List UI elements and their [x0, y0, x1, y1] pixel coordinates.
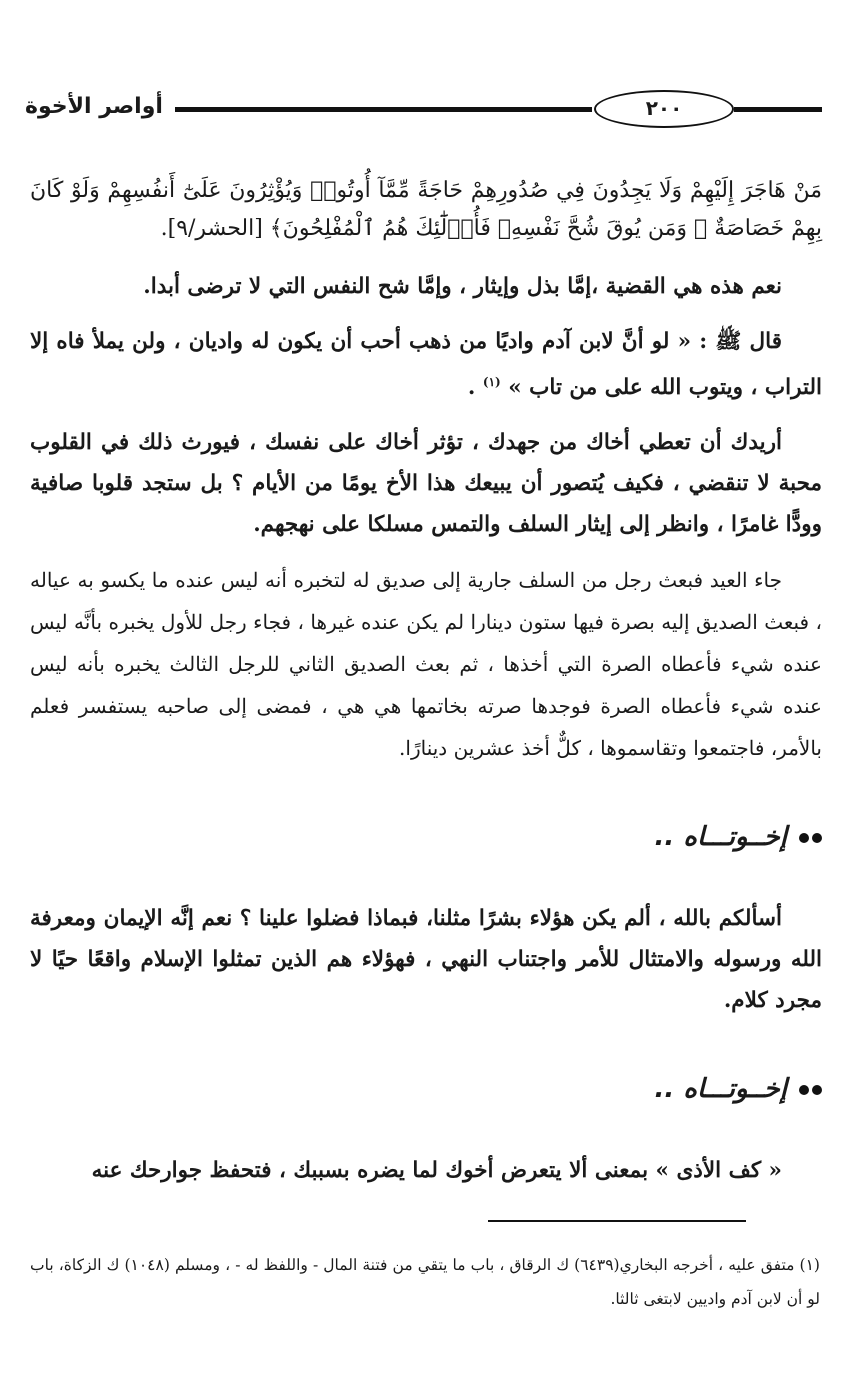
bullet-icon [812, 1085, 822, 1095]
story-paragraph: جاء العيد فبعث رجل من السلف جارية إلى صديق له لتخبره أنه ليس عنده ما يكسو به عياله ، فبعث الصديق إليه بصرة فيها ستون دينارا لم يكن عنده غيرها ، فجاء رجل للأول يخبره بأنَّه ليس عنده شيء فأعطاه الصرة التي أخذها ، ثم بعث الصديق الثاني للرجل الثالث يخبره بأنه ليس عنده شيء فأعطاه الصرة فوجدها صرته بخاتمها هي هي ، فمضى إلى صاحبه يستفسر فعلم بالأمر، فاجتمعوا وتقاسموها ، كلٌّ أخذ عشرين دينارًا. [30, 568, 822, 761]
running-title: أواصر الأخوة [25, 94, 163, 119]
page-number: ٢٠٠ [594, 90, 734, 128]
section-heading [30, 817, 822, 858]
footnote-separator [488, 1220, 746, 1222]
paragraph: « كف الأذى » بمعنى ألا يتعرض أخوك لما يضره بسببك ، فتحفظ جوارحك عنه [91, 1158, 782, 1184]
hadith-text: قال ﷺ : « لو أنَّ لابن آدم واديًا من ذهب أحب أن يكون له واديان ، ولن يملأ فاه إلا التراب ، ويتوب الله على من تاب » [30, 329, 822, 401]
quran-verse: مَنْ هَاجَرَ إِلَيْهِمْ وَلَا يَجِدُونَ فِي صُدُورِهِمْ حَاجَةً مِّمَّآ أُوتُوا۟ وَيُؤْثِرُونَ عَلَىٰٓ أَنفُسِهِمْ وَلَوْ كَانَ بِهِمْ خَصَاصَةٌ ۚ وَمَن يُوقَ شُحَّ نَفْسِهِۦ فَأُو۟لَٰٓئِكَ هُمُ ٱلْمُفْلِحُونَ﴾ [الحشر/٩]. [30, 178, 822, 241]
paragraph: أسألكم بالله ، ألم يكن هؤلاء بشرًا مثلنا، فبماذا فضلوا علينا ؟ نعم إنَّه الإيمان ومعرفة الله ورسوله والامتثال للأمر واجتناب النهي ، فهؤلاء هم الذين تمثلوا الإسلام واقعًا حيًا لا مجرد كلام. [30, 906, 822, 1014]
hadith-paragraph: قال ﷺ : « لو أنَّ لابن آدم واديًا من ذهب أحب أن يكون له واديان ، ولن يملأ فاه إلا التراب ، ويتوب الله على من تاب » $^{(١)}$ . [30, 329, 822, 401]
header-rule [175, 107, 592, 112]
paragraph: أريدك أن تعطي أخاك من جهدك ، تؤثر أخاك على نفسك ، فيورث ذلك في القلوب محبة لا تنقضي ، فكيف يُتصور أن يبيعك هذا الأخ يومًا من الأيام ؟ بل ستجد قلوبا صافية وودًّا غامرًا ، وانظر إلى إيثار السلف والتمس مسلكا على نهجهم. [30, 430, 822, 538]
heading-text: إخــوتـــاه .. [654, 1074, 787, 1105]
page-header [25, 92, 822, 128]
header-rule-right [734, 107, 822, 112]
paragraph: نعم هذه هي القضية ،إمَّا بذل وإيثار ، وإمَّا شح النفس التي لا ترضى أبدا. [143, 274, 782, 299]
bullet-icon [799, 1085, 809, 1095]
page-body [30, 172, 822, 1205]
footnote: (١) متفق عليه ، أخرجه البخاري(٦٤٣٩) ك الرقاق ، باب ما يتقي من فتنة المال - واللفظ له - ، ومسلم (١٠٤٨) ك الزكاة، باب لو أن لابن آدم واديين لابتغى ثالثا. [30, 1256, 820, 1308]
heading-text: إخــوتـــاه .. [654, 822, 787, 853]
bullet-icon [799, 833, 809, 843]
bullet-icon [812, 833, 822, 843]
footnotes [30, 1248, 820, 1316]
section-heading [30, 1069, 822, 1110]
footnote-marker: (١) [482, 375, 501, 389]
